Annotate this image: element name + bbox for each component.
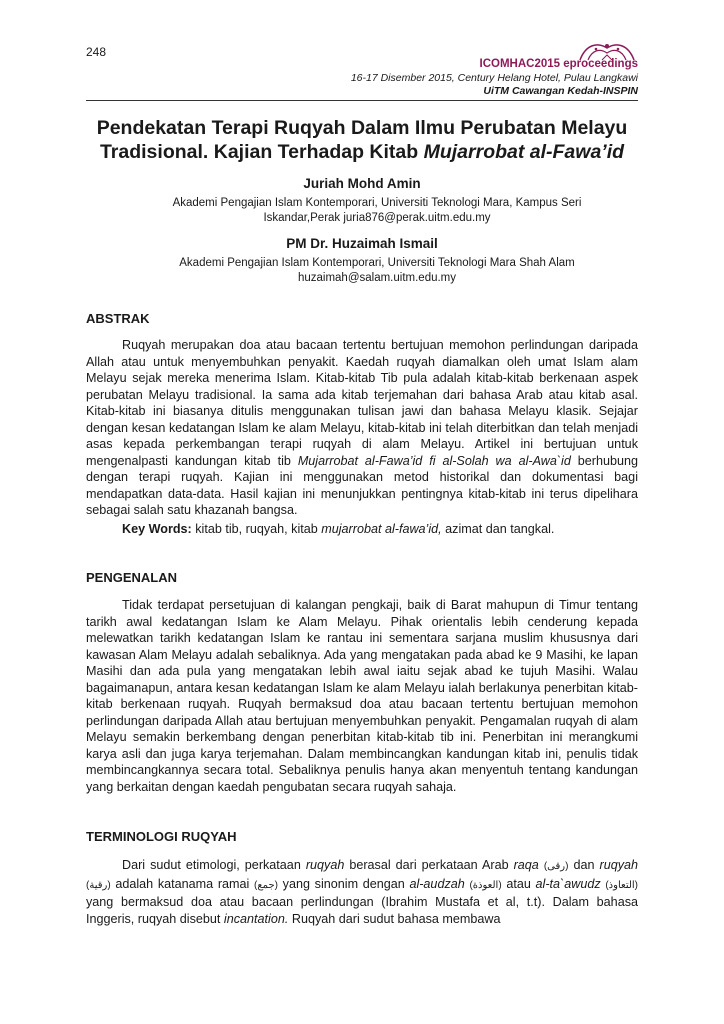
paper-title bbox=[86, 116, 638, 164]
term-arabic-5: (التعاوذ) bbox=[605, 879, 639, 891]
term-italic-1: ruqyah bbox=[305, 858, 345, 872]
conference-venue: UiTM Cawangan Kedah-INSPIN bbox=[483, 85, 638, 97]
term-arabic-4: (العوذة) bbox=[469, 879, 502, 891]
keywords-text-b: azimat dan tangkal. bbox=[441, 522, 555, 536]
conference-header bbox=[351, 40, 638, 97]
terminology-paragraph bbox=[86, 857, 638, 927]
term-text-1: Dari sudut etimologi, perkataan bbox=[122, 858, 306, 872]
term-arabic-3: (جمع) bbox=[254, 879, 278, 891]
conference-dates: 16-17 Disember 2015, Century Helang Hotel, Pulau Langkawi bbox=[350, 72, 638, 84]
abstract-text-b: berhubung dengan terapi ruqyah. Kajian ini menggunakan metod historikal dan dokumentasi bagi mendapatkan data-data. Hasil kajian ini menunjukkan pentingnya kitab-kitab ini terus dipelihara sebagai salah satu khazanah bangsa. bbox=[86, 453, 638, 517]
term-text-4: adalah katanama ramai bbox=[110, 876, 255, 891]
term-arabic-1: (رقى) bbox=[543, 861, 569, 872]
abstract-paragraph bbox=[86, 337, 638, 519]
term-arabic-2: (رقية) bbox=[86, 879, 111, 891]
term-italic-4: al-audzah bbox=[409, 876, 465, 891]
affiliation-1-line-2: Iskandar,Perak juria876@perak.uitm.edu.my bbox=[263, 212, 491, 224]
title-line-2 bbox=[86, 140, 638, 164]
conference-name: ICOMHAC2015 eproceedings bbox=[479, 58, 638, 70]
author-affiliation-2 bbox=[150, 256, 604, 286]
term-italic-2: raqa bbox=[513, 858, 539, 872]
abstract-heading: ABSTRAK bbox=[86, 311, 150, 326]
terminology-heading: TERMINOLOGI RUQYAH bbox=[86, 829, 237, 844]
term-italic-5: al-ta`awudz bbox=[535, 876, 601, 891]
keywords-label: Key Words: bbox=[122, 522, 192, 536]
keywords-line bbox=[122, 522, 638, 536]
keywords-text-a: kitab tib, ruqyah, kitab bbox=[191, 522, 322, 536]
affiliation-1-line-1: Akademi Pengajian Islam Kontemporari, Universiti Teknologi Mara, Kampus Seri bbox=[172, 197, 582, 209]
intro-heading: PENGENALAN bbox=[86, 570, 178, 585]
term-text-2: berasal dari perkataan Arab bbox=[344, 858, 514, 872]
term-italic-6: incantation. bbox=[223, 911, 289, 926]
affiliation-2-line-1: Akademi Pengajian Islam Kontemporari, Universiti Teknologi Mara Shah Alam bbox=[179, 257, 575, 269]
author-affiliation-1 bbox=[150, 196, 604, 226]
term-text-7: yang bermaksud doa atau bacaan perlindungan (Ibrahim Mustafa et al, t.t). Dalam bahasa Inggeris, ruqyah disebut bbox=[86, 895, 638, 926]
title-line-2-italic: Mujarrobat al-Fawa’id bbox=[423, 141, 625, 163]
page-number: 248 bbox=[86, 45, 107, 59]
term-italic-3: ruqyah bbox=[599, 858, 639, 872]
term-text-6: atau bbox=[501, 876, 536, 891]
header-divider bbox=[86, 100, 638, 101]
title-line-2-text: Tradisional. Kajian Terhadap Kitab bbox=[99, 141, 424, 163]
keywords-italic: mujarrobat al-fawa’id, bbox=[321, 522, 442, 536]
intro-paragraph: Tidak terdapat persetujuan di kalangan pengkaji, baik di Barat mahupun di Timur tentang tarikh awal kedatangan Islam ke Alam Melayu. Pihak orientalis lebih cenderung kepada melewatkan tarikh kedatangan Islam ke rantau ini sementara sarjana muslim khususnya dari kawasan Alam Melayu adalah sebaliknya. Ada yang mengatakan pada abad ke 9 Masihi, ke lapan Masihi dan ada pula yang mengatakan lebih awal iaitu sejak abad ke tujuh Masihi. Walau bagaimanapun, antara kesan kedatangan Islam ke alam Melayu ialah berlakunya penerbitan kitab-kitab berkenaan ruqyah. Ruqyah bermaksud doa atau bacaan tertentu bertujuan memohon perlindungan daripada Allah atau bertujuan menyembuhkan penyakit. Pengamalan ruqyah di alam Melayu semakin berkembang dengan penerbitan kitab-kitab tib ini. Penerbitan ini merangkumi karya asli dan juga karya terjemahan. Dalam membincangkan kandungan kitab ini, penulis tidak membincangkannya secara total. Sebaliknya penulis hanya akan menyentuh tentang kandungan yang berkaitan dengan kaedah pengubatan secara ruqyah sahaja. bbox=[86, 598, 638, 794]
abstract-book-title: Mujarrobat al-Fawa’id fi al-Solah wa al-Awa`id bbox=[297, 453, 571, 468]
affiliation-2-line-2: huzaimah@salam.uitm.edu.my bbox=[297, 272, 457, 284]
abstract-text-a: Ruqyah merupakan doa atau bacaan tertentu bertujuan memohon perlindungan daripada Allah atau untuk menyembuhkan penyakit. Kaedah ruqyah diamalkan oleh umat Islam alam Melayu sejak mereka menerima Islam. Kitab-kitab Tib pula adalah kitab-kitab berkenaan aspek perubatan Melayu tradisional. Ia sama ada kitab terjemahan dari bahasa Arab atau kitab asal. Kitab-kitab ini biasanya ditulis menggunakan tulisan jawi dan bahasa Melayu klasik. Sejajar dengan kesan kedatangan Islam ke alam Melayu, kitab-kitab ini telah diterbitkan dan telah menjadi asas kepada perkembangan terapi ruqyah di alam Melayu. Artikel ini bertujuan untuk mengenalpasti kandungan kitab tib bbox=[86, 338, 638, 468]
term-text-3: dan bbox=[568, 858, 600, 872]
term-text-5: yang sinonim dengan bbox=[278, 876, 410, 891]
term-text-8: Ruqyah dari sudut bahasa membawa bbox=[288, 911, 501, 926]
author-name-1: Juriah Mohd Amin bbox=[303, 176, 421, 191]
author-name-2: PM Dr. Huzaimah Ismail bbox=[286, 236, 438, 251]
title-line-1: Pendekatan Terapi Ruqyah Dalam Ilmu Perubatan Melayu bbox=[96, 117, 628, 139]
